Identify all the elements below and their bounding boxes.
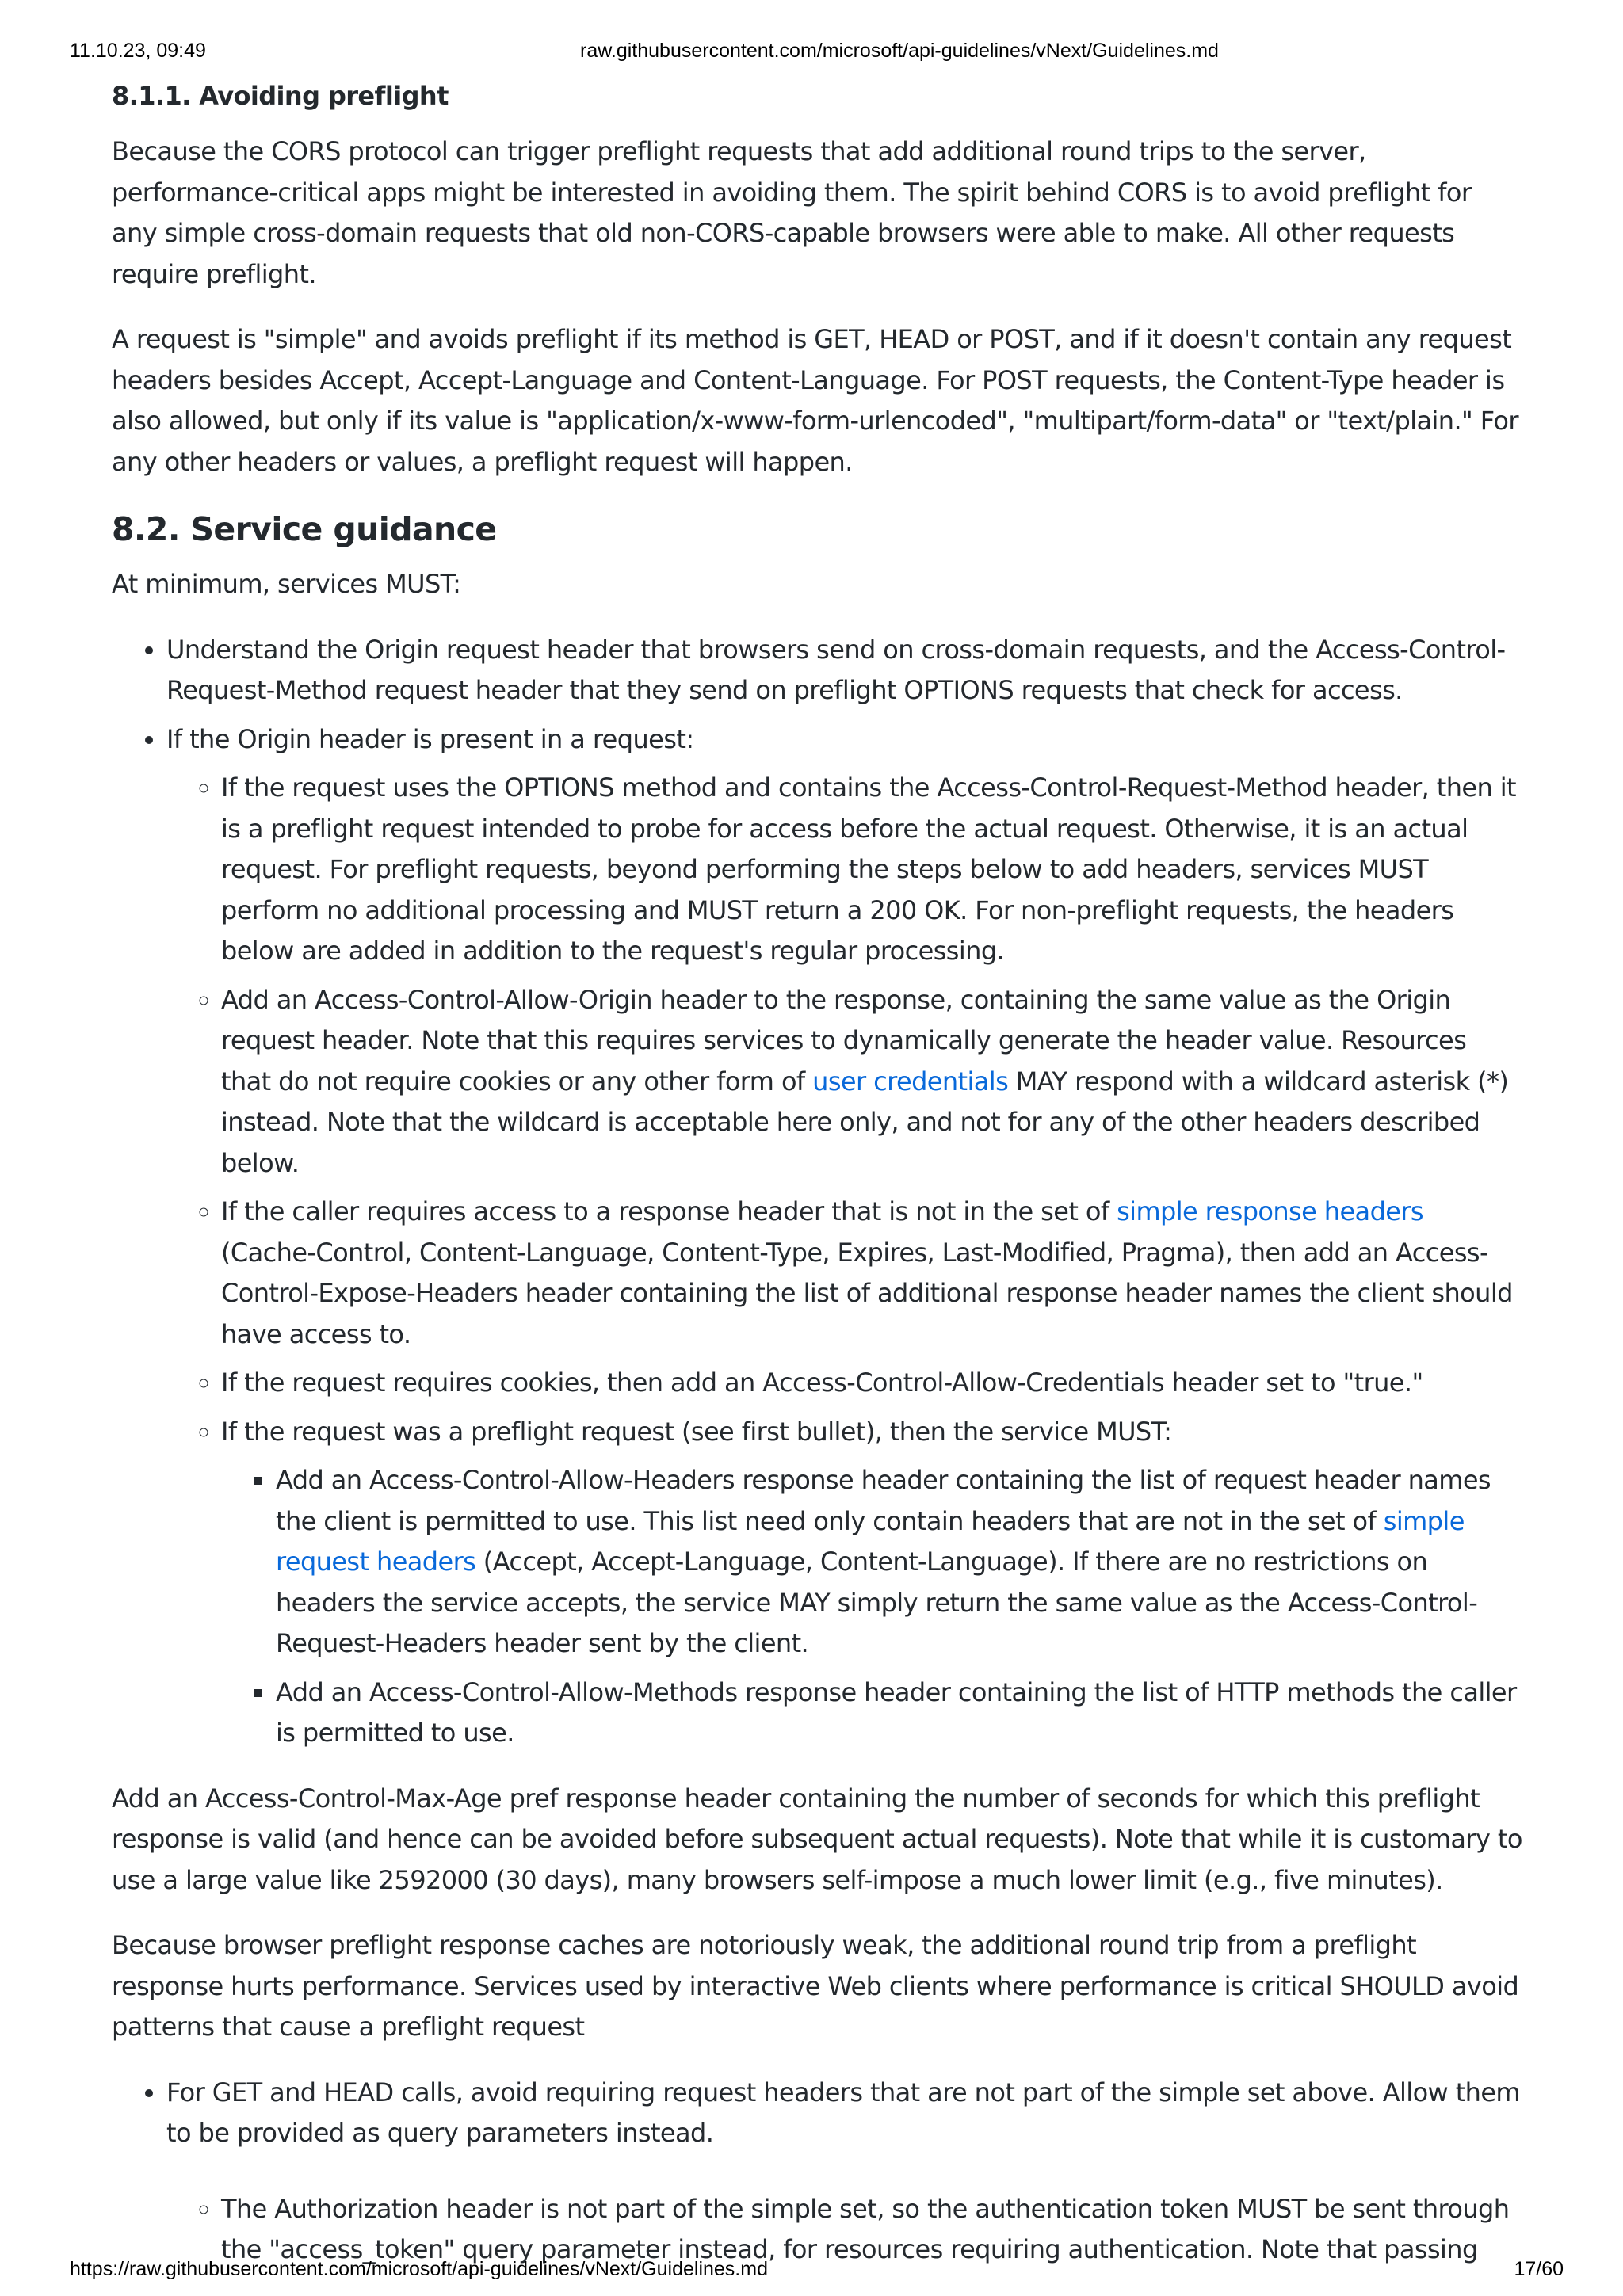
section-heading-avoiding-preflight: 8.1.1. Avoiding preflight [112, 81, 449, 111]
list-item [166, 2073, 1522, 2271]
list-item [276, 1460, 1522, 1665]
print-footer [0, 2258, 1623, 2283]
print-date-time: 11.10.23, 09:49 [70, 40, 206, 62]
list-item [166, 630, 1522, 711]
paragraph-simple-request: A request is "simple" and avoids preflight if its method is GET, HEAD or POST, and if it doesn't contain any request headers besides Accept, Accept-Language and Content-Language. For POST requests, the Content-Type header is also allowed, but only if its value is "application/x-www-form-urlencoded", "multipart/form-data" or "text/plain." For any other headers or values, a preflight request will happen. [112, 324, 1518, 477]
list-item-text: The Authorization header is not part of the simple set, so the authentication token MUST be sent through the "access_token" query parameter instead, for resources requiring authentication. Note that passing [221, 2193, 1510, 2264]
document-content [112, 76, 1522, 2295]
list-item-text: If the request uses the OPTIONS method and contains the Access-Control-Request-Method header, then it is a preflight request intended to probe for access before the actual request. Otherwise, it is an actual request. For preflight requests, beyond performing the steps below to add headers, services MUST perform no additional processing and MUST return a 200 OK. For non-preflight requests, the headers below are added in addition to the request's regular processing. [221, 772, 1516, 966]
paragraph-minimum-must: At minimum, services MUST: [112, 569, 461, 599]
section-heading-service-guidance: 8.2. Service guidance [112, 510, 497, 548]
list-item [221, 1363, 1522, 1404]
paragraph-preflight-caches: Because browser preflight response caches are notoriously weak, the additional round trip from a preflight response hurts performance. Services used by interactive Web clients where performance is critical SHOULD avoid patterns that cause a preflight request [112, 1930, 1519, 2042]
simple-request-headers-link[interactable]: simple request headers [276, 1505, 1465, 1577]
list-item-text: MAY respond with a wildcard asterisk (*) instead. Note that the wildcard is acceptable here only, and not for any of the other headers described below. [221, 1066, 1509, 1178]
page-number: 17/60 [1514, 2258, 1564, 2280]
avoid-preflight-list [112, 2073, 1522, 2271]
list-item-text: (Accept, Accept-Language, Content-Language). If there are no restrictions on headers the service accepts, the service MAY simply return the same value as the Access-Control-Request-Headers header sent by the client. [276, 1547, 1478, 1658]
list-item-text: If the Origin header is present in a request: [166, 723, 694, 754]
list-item-text: Add an Access-Control-Allow-Headers response header containing the list of request header names the client is permitted to use. This list need only contain headers that are not in the set of [276, 1465, 1491, 1536]
user-credentials-link[interactable]: user credentials [812, 1066, 1009, 1097]
list-item-text: If the caller requires access to a response header that is not in the set of [221, 1196, 1117, 1226]
print-footer-url: https://raw.githubusercontent.com/microsoft/api-guidelines/vNext/Guidelines.md [70, 2258, 768, 2280]
list-item-text: (Cache-Control, Content-Language, Content-Type, Expires, Last-Modified, Pragma), then add an Access-Control-Expose-Headers header containing the list of additional response header names the client should have access to. [221, 1237, 1513, 1349]
simple-response-headers-link[interactable]: simple response headers [1117, 1196, 1423, 1226]
list-item [221, 768, 1522, 972]
list-item-text: If the request was a preflight request (see first bullet), then the service MUST: [221, 1416, 1172, 1447]
print-page-title: raw.githubusercontent.com/microsoft/api-guidelines/vNext/Guidelines.md [580, 40, 1219, 62]
list-item [221, 1412, 1522, 1754]
list-item-text: Add an Access-Control-Allow-Methods response header containing the list of HTTP methods the caller is permitted to use. [276, 1676, 1517, 1748]
paragraph-max-age: Add an Access-Control-Max-Age pref response header containing the number of seconds for which this preflight response is valid (and hence can be avoided before subsequent actual requests). Note that while it is customary to use a large value like 2592000 (30 days), many browsers self-impose a much lower limit (e.g., five minutes). [112, 1783, 1522, 1895]
print-header [0, 40, 1623, 65]
list-item [166, 719, 1522, 1754]
preflight-must-sublist [221, 1460, 1522, 1754]
list-item-text: Understand the Origin request header that browsers send on cross-domain requests, and the Access-Control-Request-Method request header that they send on preflight OPTIONS requests that check for access. [166, 634, 1506, 705]
service-requirements-list [112, 630, 1522, 1754]
list-item-text: For GET and HEAD calls, avoid requiring request headers that are not part of the simple set above. Allow them to be provided as query parameters instead. [166, 2077, 1520, 2148]
list-item-text: If the request requires cookies, then add an Access-Control-Allow-Credentials header set to "true." [221, 1367, 1423, 1398]
paragraph-cors-preflight: Because the CORS protocol can trigger preflight requests that add additional round trips to the server, performance-critical apps might be interested in avoiding them. The spirit behind CORS is to avoid preflight for any simple cross-domain requests that old non-CORS-capable browsers were able to make. All other requests require preflight. [112, 136, 1472, 289]
list-item-text: Add an Access-Control-Allow-Origin header to the response, containing the same value as the Origin request header. Note that this requires services to dynamically generate the header value. Resources that do not require cookies or any other form of [221, 984, 1467, 1097]
list-item [221, 980, 1522, 1184]
list-item [276, 1672, 1522, 1754]
origin-header-sublist [166, 768, 1522, 1754]
list-item [221, 1192, 1522, 1355]
